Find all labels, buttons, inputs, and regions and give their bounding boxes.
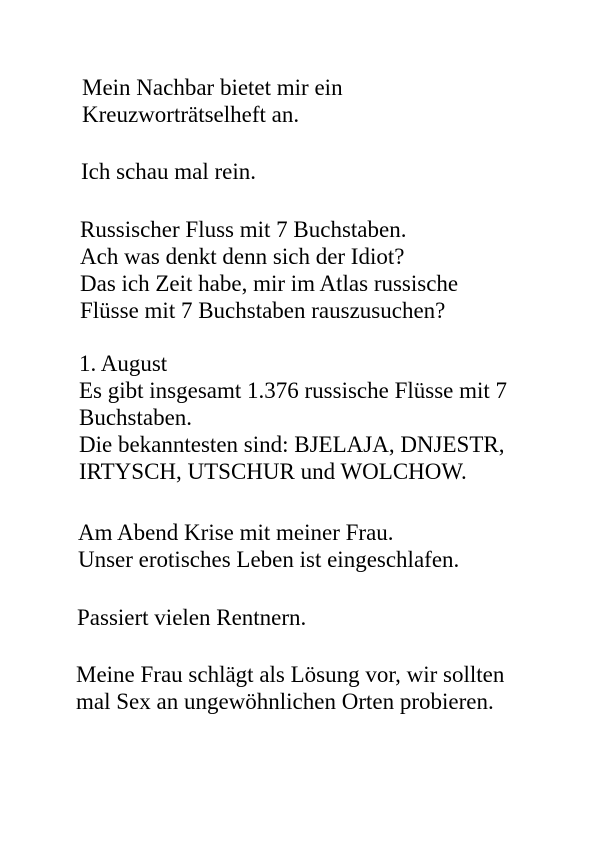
paragraph-evening-crisis <box>78 519 459 573</box>
text-line: Meine Frau schlägt als Lösung vor, wir sollten <box>76 662 505 687</box>
text-line: Kreuzworträtselheft an. <box>82 102 300 127</box>
text-line: IRTYSCH, UTSCHUR und WOLCHOW. <box>79 459 467 484</box>
text-line: Die bekanntesten sind: BJELAJA, DNJESTR, <box>79 432 505 457</box>
paragraph-look-inside <box>81 158 256 185</box>
text-line: Das ich Zeit habe, mir im Atlas russische <box>80 271 459 296</box>
paragraph-pensioners <box>77 604 306 631</box>
text-line: Buchstaben. <box>79 405 193 430</box>
text-line: Russischer Fluss mit 7 Buchstaben. <box>80 217 407 242</box>
paragraph-wife-suggestion <box>76 661 504 715</box>
text-line: Mein Nachbar bietet mir ein <box>82 75 343 100</box>
text-line: Es gibt insgesamt 1.376 russische Flüsse mit 7 <box>79 378 508 403</box>
text-line: Flüsse mit 7 Buchstaben rauszusuchen? <box>80 298 446 323</box>
paragraph-neighbor-offer <box>82 74 343 128</box>
text-line: Ach was denkt denn sich der Idiot? <box>80 244 405 269</box>
paragraph-august-rivers <box>79 350 507 485</box>
text-line: Am Abend Krise mit meiner Frau. <box>78 520 394 545</box>
paragraph-russian-river <box>80 216 458 324</box>
text-line: Ich schau mal rein. <box>81 159 256 184</box>
text-line: 1. August <box>79 351 168 376</box>
text-line: Passiert vielen Rentnern. <box>77 605 307 630</box>
text-line: Unser erotisches Leben ist eingeschlafen. <box>78 547 460 572</box>
text-line: mal Sex an ungewöhnlichen Orten probieren. <box>76 689 494 714</box>
